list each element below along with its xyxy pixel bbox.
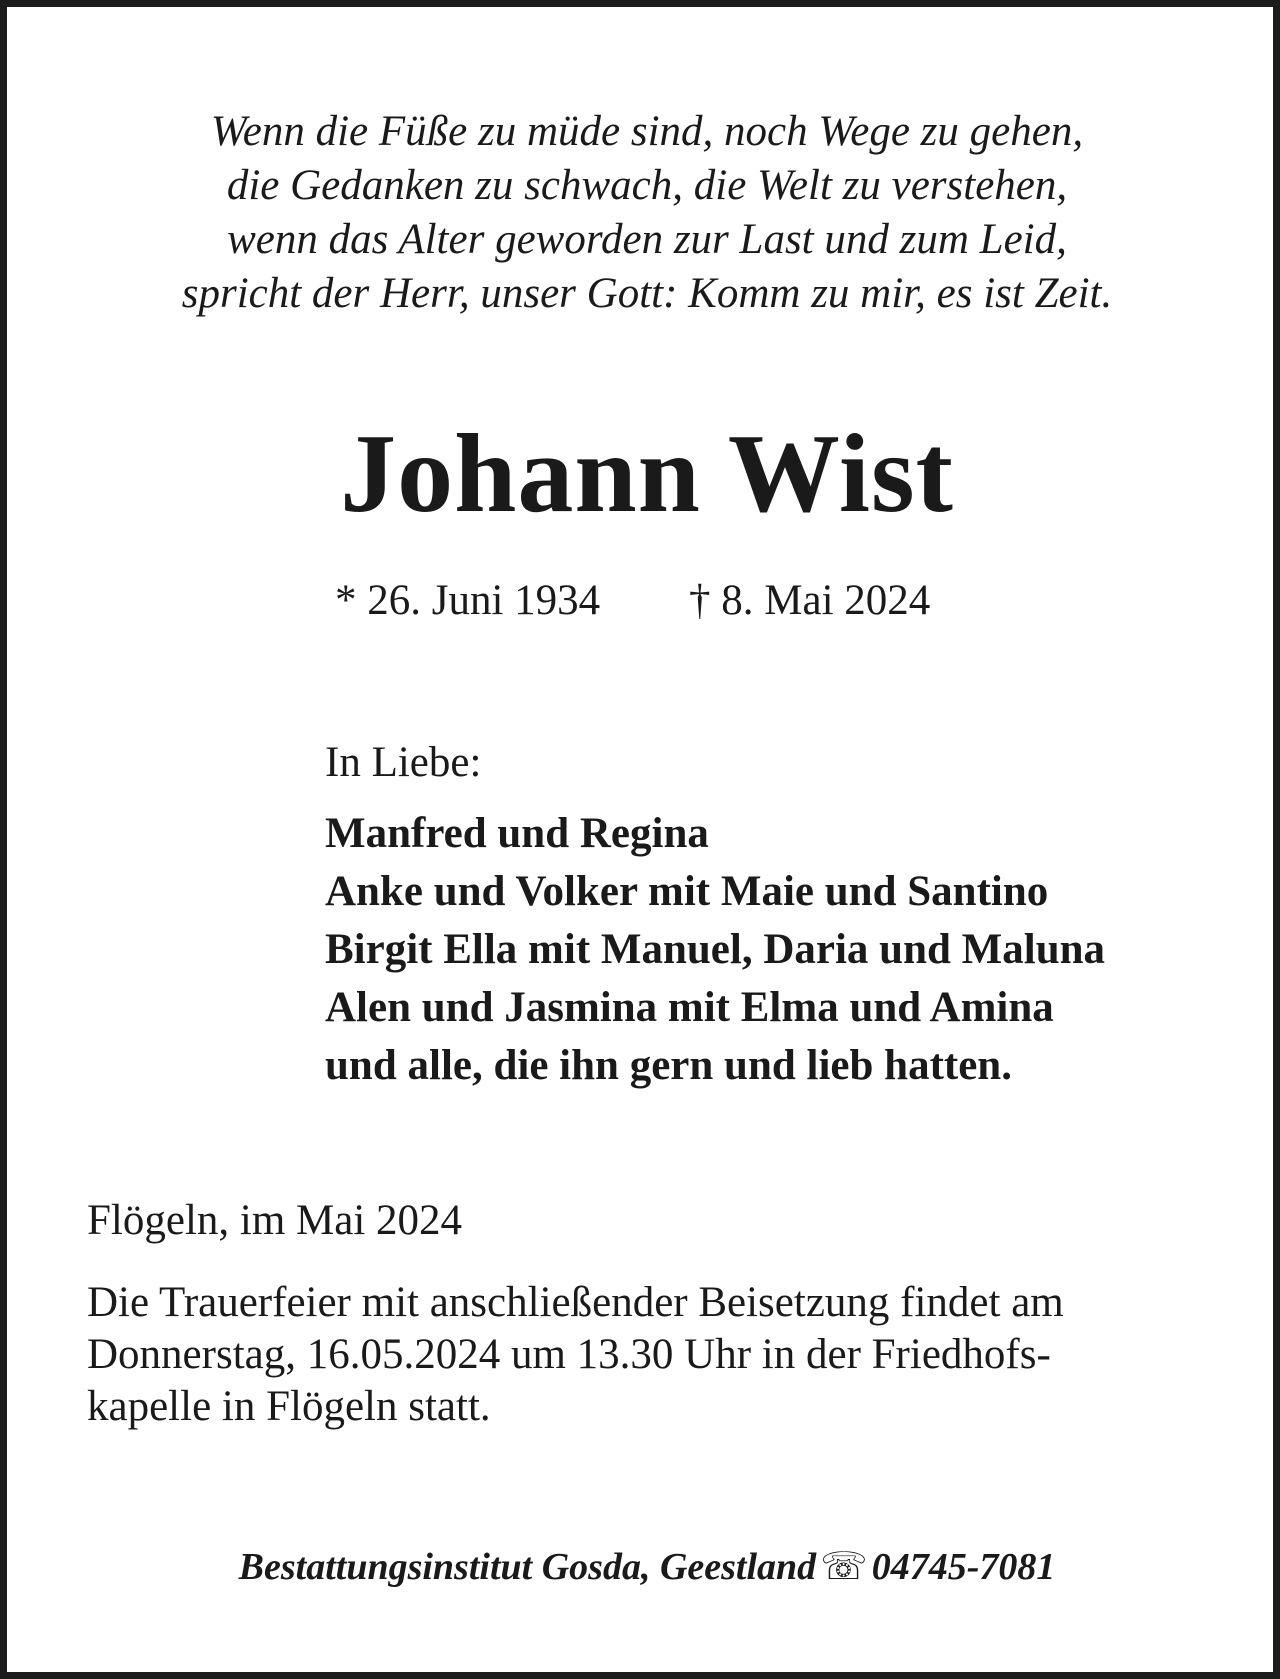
mourner-line: Alen und Jasmina mit Elma und Amina [325, 984, 1054, 1031]
ceremony-line: Donnerstag, 16.05.2024 um 13.30 Uhr in der Friedhofs- [87, 1331, 1051, 1378]
poem-line: wenn das Alter geworden zur Last und zum Leid, [227, 216, 1067, 263]
deceased-name: Johann Wist [340, 412, 954, 536]
place-date: Flögeln, im Mai 2024 [87, 1197, 463, 1244]
ceremony-info [87, 1277, 1064, 1433]
poem-line: spricht der Herr, unser Gott: Komm zu mir, es ist Zeit. [181, 270, 1113, 317]
funeral-home-phone: 04745-7081 [871, 1546, 1056, 1588]
funeral-home [7, 1539, 1280, 1595]
mourner-line: Manfred und Regina [325, 810, 709, 857]
mourners-list [325, 805, 1105, 1095]
mourner-line: Birgit Ella mit Manuel, Daria und Maluna [325, 926, 1106, 973]
death-date: † 8. Mai 2024 [689, 577, 931, 624]
mourner-line: Anke und Volker mit Maie und Santino [325, 868, 1049, 915]
phone-icon: ☏ [820, 1546, 868, 1588]
birth-date: * 26. Juni 1934 [335, 577, 601, 624]
mourners-intro: In Liebe: [325, 739, 482, 786]
ceremony-line: kapelle in Flögeln statt. [87, 1383, 491, 1430]
poem [7, 105, 1280, 321]
poem-line: die Gedanken zu schwach, die Welt zu verstehen, [226, 162, 1068, 209]
mourner-line: und alle, die ihn gern und lieb hatten. [325, 1042, 1012, 1089]
funeral-home-name: Bestattungsinstitut Gosda, Geestland [238, 1546, 817, 1588]
ceremony-line: Die Trauerfeier mit anschließender Beisetzung findet am [87, 1279, 1064, 1326]
poem-line: Wenn die Füße zu müde sind, noch Wege zu gehen, [210, 108, 1084, 155]
